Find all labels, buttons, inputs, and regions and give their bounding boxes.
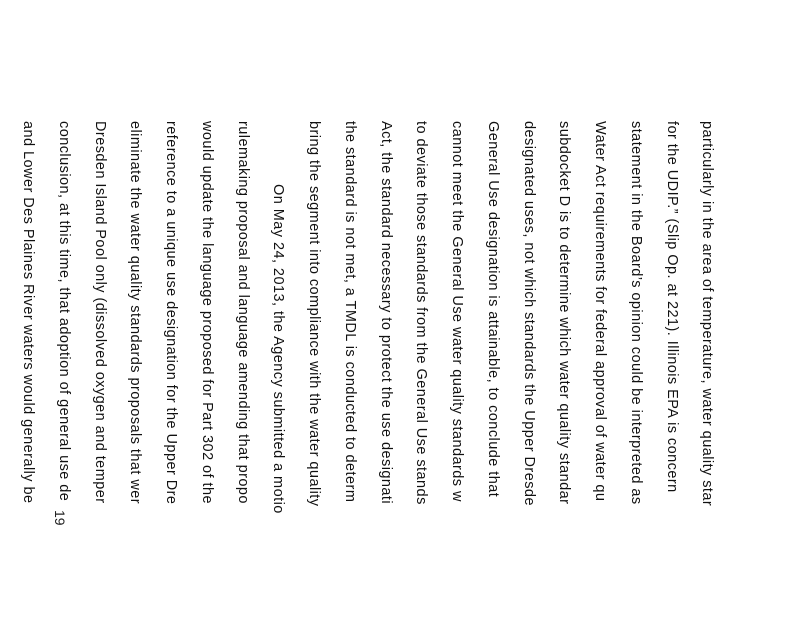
- text-line: conclusion, at this time, that adoption of general use de: [56, 121, 72, 502]
- text-line: bring the segment into compliance with the water quality: [306, 121, 322, 507]
- text-line: eliminate the water quality standards proposals that wer: [127, 121, 143, 505]
- text-line: designated uses, not which standards the Upper Dresde: [521, 121, 537, 506]
- text-line: General Use designation is attainable, to conclude that: [485, 121, 501, 498]
- text-line: statement in the Board’s opinion could be interpreted as: [628, 121, 644, 505]
- text-line: reference to a unique use designation for the Upper Dre: [163, 121, 179, 505]
- text-line: for the UDIP.” (Slip Op. at 221). Illinois EPA is concern: [664, 121, 680, 493]
- text-line: would update the language proposed for Part 302 of the: [199, 121, 215, 505]
- page-number: 19: [52, 510, 68, 526]
- text-line: rulemaking proposal and language amending that propo: [235, 121, 251, 504]
- text-line: particularly in the area of temperature, water quality star: [699, 121, 715, 507]
- paragraph-start-line: On May 24, 2013, the Agency submitted a motio: [270, 184, 286, 514]
- text-line: Act, the standard necessary to protect the use designati: [378, 121, 394, 505]
- text-line: and Lower Des Plaines River waters would generally be: [20, 121, 36, 504]
- text-line: the standard is not met, a TMDL is conducted to determ: [342, 121, 358, 503]
- text-line: Water Act requirements for federal approval of water qu: [592, 121, 608, 502]
- text-line: subdocket D is to determine which water quality standar: [556, 121, 572, 505]
- text-line: cannot meet the General Use water quality standards w: [449, 121, 465, 502]
- text-line: Dresden Island Pool only (dissolved oxygen and temper: [92, 121, 108, 504]
- text-line: to deviate those standards from the General Use stands: [413, 121, 429, 505]
